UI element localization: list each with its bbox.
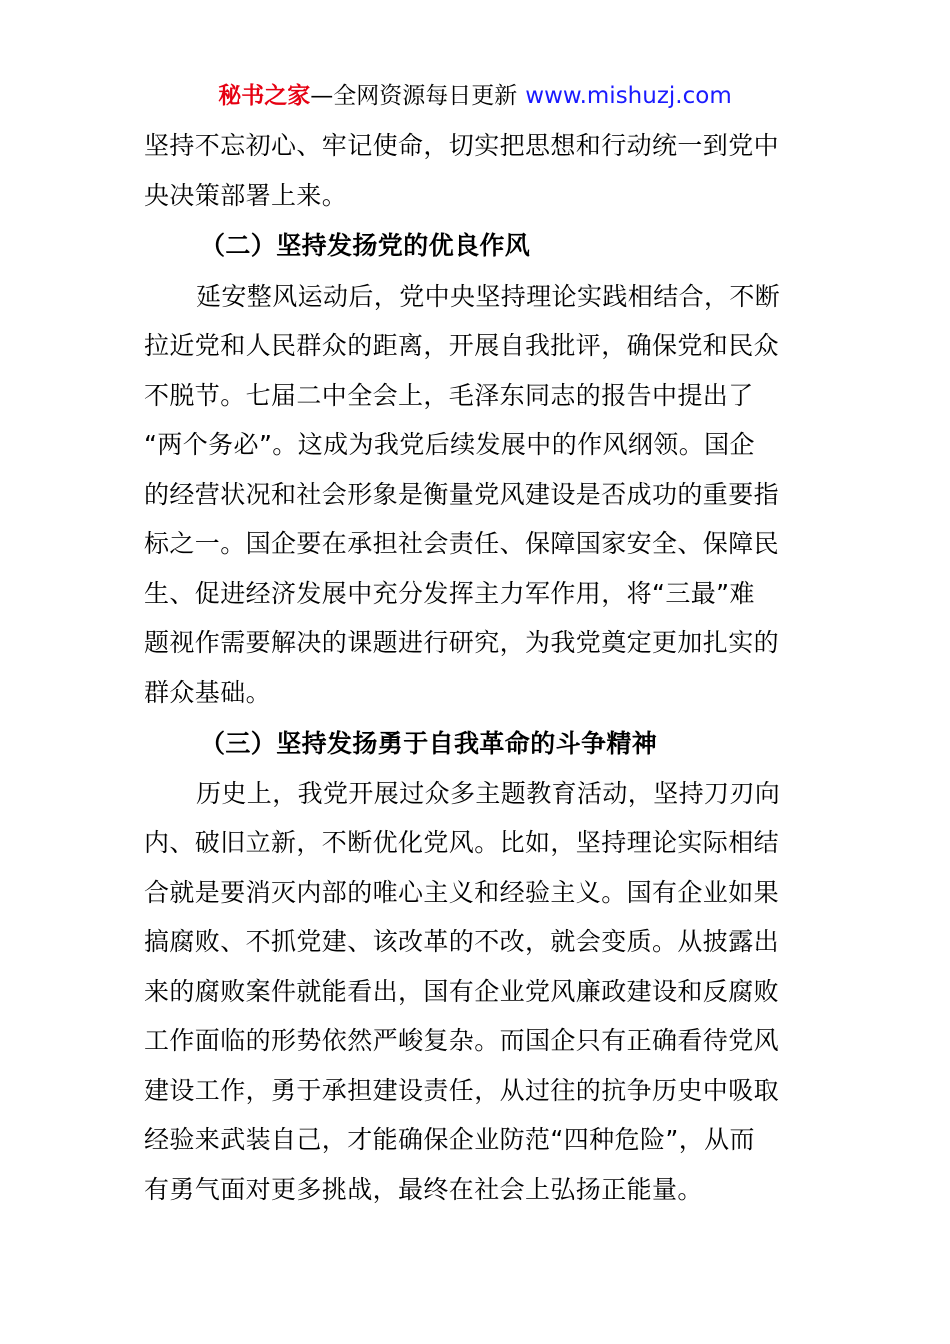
header-url-link[interactable]: www.mishuzj.com [525,83,732,109]
paragraph-line: 的经营状况和社会形象是衡量党风建设是否成功的重要指 [144,480,780,509]
paragraph-line: 建设工作，勇于承担建设责任，从过往的抗争历史中吸取 [144,1076,780,1105]
paragraph-line: 搞腐败、不抓党建、该改革的不改，就会变质。从披露出 [144,927,780,956]
paragraph-line: 内、破旧立新，不断优化党风。比如，坚持理论实际相结 [144,828,780,857]
paragraph-line: 央决策部署上来。 [144,181,348,210]
paragraph-line: 群众基础。 [144,678,272,707]
section-heading: （三）坚持发扬勇于自我革命的斗争精神 [200,729,658,758]
paragraph-line: 题视作需要解决的课题进行研究，为我党奠定更加扎实的 [144,628,780,657]
paragraph-line: 合就是要消灭内部的唯心主义和经验主义。国有企业如果 [144,878,780,907]
paragraph-line: 历史上，我党开展过众多主题教育活动，坚持刀刃向 [196,779,781,808]
paragraph-line: 拉近党和人民群众的距离，开展自我批评，确保党和民众 [144,331,780,360]
paragraph-line: “两个务必”。这成为我党后续发展中的作风纲领。国企 [144,430,755,459]
brand-name: 秘书之家 [218,83,311,109]
header-tagline: —全网资源每日更新 [310,83,518,109]
paragraph-line: 标之一。国企要在承担社会责任、保障国家安全、保障民 [144,529,780,558]
paragraph-line: 工作面临的形势依然严峻复杂。而国企只有正确看待党风 [144,1026,780,1055]
paragraph-line: 生、促进经济发展中充分发挥主力军作用，将“三最”难 [144,579,755,608]
paragraph-line: 延安整风运动后，党中央坚持理论实践相结合，不断 [196,282,781,311]
paragraph-line: 不脱节。七届二中全会上，毛泽东同志的报告中提出了 [144,381,754,410]
paragraph-line: 有勇气面对更多挑战，最终在社会上弘扬正能量。 [144,1175,703,1204]
section-heading: （二）坚持发扬党的优良作风 [200,231,531,260]
page-header [0,80,950,112]
paragraph-line: 坚持不忘初心、牢记使命，切实把思想和行动统一到党中 [144,131,780,160]
paragraph-line: 来的腐败案件就能看出，国有企业党风廉政建设和反腐败 [144,977,780,1006]
paragraph-line: 经验来武装自己，才能确保企业防范“四种危险”，从而 [144,1125,755,1154]
